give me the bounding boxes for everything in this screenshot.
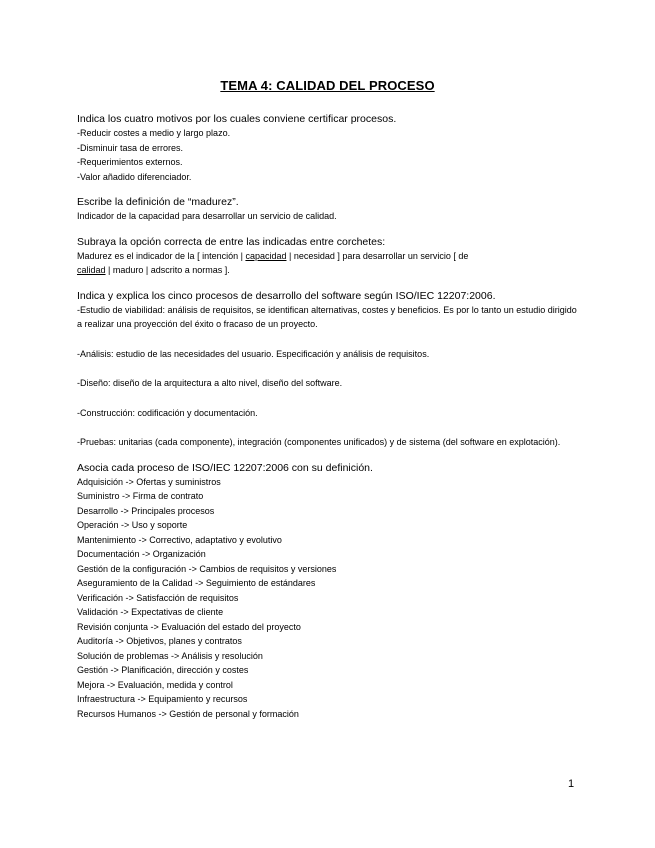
underlined-option: calidad [77, 265, 106, 275]
answer-4-item: -Pruebas: unitarias (cada componente), integración (componentes unificados) y de sistema (del software en explotación). [77, 437, 561, 447]
list-item: Revisión conjunta -> Evaluación del estado del proyecto [77, 621, 301, 632]
answer-3-text: | necesidad ] para desarrollar un servicio [ de [286, 250, 469, 261]
list-item: Mejora -> Evaluación, medida y control [77, 679, 233, 690]
question-3: Subraya la opción correcta de entre las indicadas entre corchetes: [77, 235, 386, 248]
answer-1-line: -Valor añadido diferenciador. [77, 171, 192, 182]
answer-2: Indicador de la capacidad para desarrollar un servicio de calidad. [77, 211, 337, 221]
answer-3-line [77, 249, 577, 264]
answer-4-item: -Estudio de viabilidad: análisis de requisitos, se identifican alternativas, costes y beneficios. Es por lo tanto un estudio dirigido a realizar una proyección del éxito o fracaso de un proyecto. [77, 304, 577, 329]
list-item: Desarrollo -> Principales procesos [77, 505, 215, 516]
list-item: Mantenimiento -> Correctivo, adaptativo y evolutivo [77, 534, 282, 545]
list-item: Documentación -> Organización [77, 549, 206, 559]
list-item: Operación -> Uso y soporte [77, 520, 188, 530]
page-title: TEMA 4: CALIDAD DEL PROCESO [220, 78, 435, 93]
answer-4-item: -Construcción: codificación y documentación. [77, 407, 258, 418]
page-number: 1 [568, 778, 575, 790]
list-item: Gestión de la configuración -> Cambios de requisitos y versiones [77, 563, 337, 574]
answer-1-line: -Disminuir tasa de errores. [77, 142, 184, 153]
answer-3-line [77, 263, 577, 278]
question-1: Indica los cuatro motivos por los cuales conviene certificar procesos. [77, 113, 397, 125]
list-item: Auditoría -> Objetivos, planes y contratos [77, 636, 242, 646]
answer-3-text: Madurez es el indicador de la [ intención | [77, 250, 246, 261]
answer-1-line: -Requerimientos externos. [77, 157, 183, 167]
list-item: Suministro -> Firma de contrato [77, 491, 204, 501]
list-item: Infraestructura -> Equipamiento y recursos [77, 694, 248, 704]
list-item: Recursos Humanos -> Gestión de personal y formación [77, 708, 299, 719]
answer-3-text: | maduro | adscrito a normas ]. [105, 265, 230, 275]
list-item: Gestión -> Planificación, dirección y costes [77, 665, 249, 675]
list-item: Validación -> Expectativas de cliente [77, 607, 224, 617]
list-item: Aseguramiento de la Calidad -> Seguimiento de estándares [77, 578, 316, 588]
document-body [77, 112, 577, 721]
underlined-option: capacidad [245, 250, 287, 261]
list-item: Adquisición -> Ofertas y suministros [77, 476, 221, 487]
question-5: Asocia cada proceso de ISO/IEC 12207:2006 con su definición. [77, 461, 373, 474]
question-2: Escribe la definición de “madurez”. [77, 196, 239, 208]
process-definition-list [77, 475, 577, 722]
answer-4-item: -Diseño: diseño de la arquitectura a alto nivel, diseño del software. [77, 378, 343, 388]
answer-1-line: -Reducir costes a medio y largo plazo. [77, 128, 231, 138]
list-item: Solución de problemas -> Análisis y resolución [77, 650, 263, 661]
question-4: Indica y explica los cinco procesos de desarrollo del software según ISO/IEC 12207:2006. [77, 289, 496, 302]
answer-4-item: -Análisis: estudio de las necesidades del usuario. Especificación y análisis de requisitos. [77, 348, 430, 359]
list-item: Verificación -> Satisfacción de requisitos [77, 592, 239, 603]
